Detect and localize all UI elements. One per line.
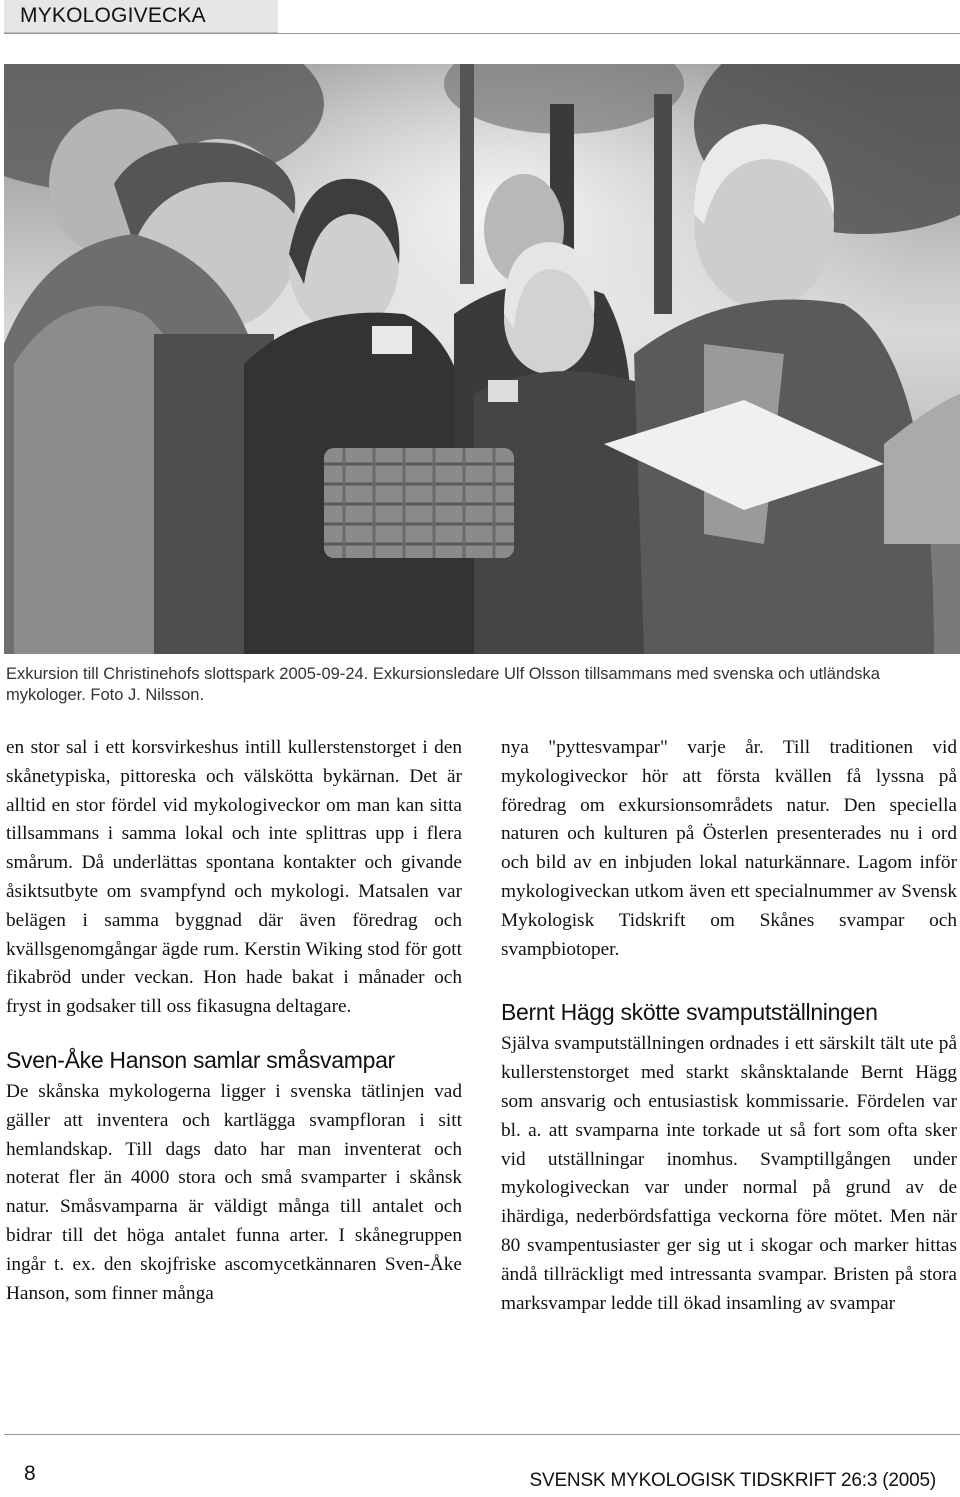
photo-caption: Exkursion till Christinehofs slottspark 2005-09-24. Exkursionsledare Ulf Olsson tillsammans med svenska och utländska mykologer. Foto J. Nilsson. bbox=[6, 665, 880, 704]
article-column-right bbox=[501, 734, 957, 1318]
paragraph: en stor sal i ett korsvirkeshus intill kullerstenstorget i den skånetypiska, pittoreska och välskötta bykärnan. Det är alltid en stor fördel vid mykologiveckor om man kan sitta tillsammans i samma lokal och inte splittras upp i flera smårum. Då underlättas spontana kontakter och givande åsiktsutbyte om svampfynd och mykologi. Matsalen var belägen i samma byggnad där även föredrag och kvällsgenomgångar ägde rum. Kerstin Wiking stod för gott fikabröd under veckan. Hon hade bakat i månader och fryst in godsaker till oss fikasugna deltagare. bbox=[6, 737, 462, 1018]
paragraph: De skånska mykologerna ligger i svenska tätlinjen vad gäller att inventera och kartlägga svampfloran i sitt hemlandskap. Till dags dato har man inventerat och noterat fler än 4000 stora och små svamparter i skånsk natur. Småsvamparna är väldigt många till antalet och bidrar till det höga antalet funna arter. I skånegruppen ingår t. ex. den skojfriske ascomycetkännaren Sven-Åke Hanson, som finner många bbox=[6, 1080, 462, 1304]
section-heading: Sven-Åke Hanson samlar småsvampar bbox=[6, 1046, 395, 1073]
page-number: 8 bbox=[24, 1462, 36, 1485]
article-column-left bbox=[6, 734, 462, 1308]
header-divider bbox=[4, 33, 960, 34]
journal-reference: SVENSK MYKOLOGISK TIDSKRIFT 26:3 (2005) bbox=[529, 1470, 936, 1491]
excursion-photo bbox=[4, 64, 960, 654]
paragraph: nya "pyttesvampar" varje år. Till traditionen vid mykologiveckor hör att första kvällen få lyssna på föredrag om exkursionsområdets natur. Den speciella naturen och kulturen på Österlen presenterades nu i ord och bild av en inbjuden lokal naturkännare. Lagom inför mykologiveckan utkom även ett specialnummer av Svensk Mykologisk Tidskrift om Skånes svampar och svampbiotoper. bbox=[501, 737, 957, 960]
footer-divider bbox=[4, 1434, 960, 1435]
paragraph: Själva svamputställningen ordnades i ett särskilt tält ute på kullerstenstorget med starkt skånsktalande Bernt Hägg som ansvarig och entusiastisk kommissarie. Fördelen var bl. a. att svamparna inte torkade ut så fort som ofta sker vid utställningar inomhus. Svamptillgången under mykologiveckan var under normal på grund av de ihärdiga, nederbördsfattiga veckorna före mötet. Men när 80 svampentusiaster ger sig ut i skogar och marker hittas ändå tillräckligt med intressanta svampar. Bristen på stora marksvampar ledde till ökad insamling av svampar bbox=[501, 1033, 957, 1314]
section-title: MYKOLOGIVECKA bbox=[20, 4, 206, 27]
section-heading: Bernt Hägg skötte svamputställningen bbox=[501, 999, 878, 1026]
section-tab bbox=[4, 0, 278, 33]
